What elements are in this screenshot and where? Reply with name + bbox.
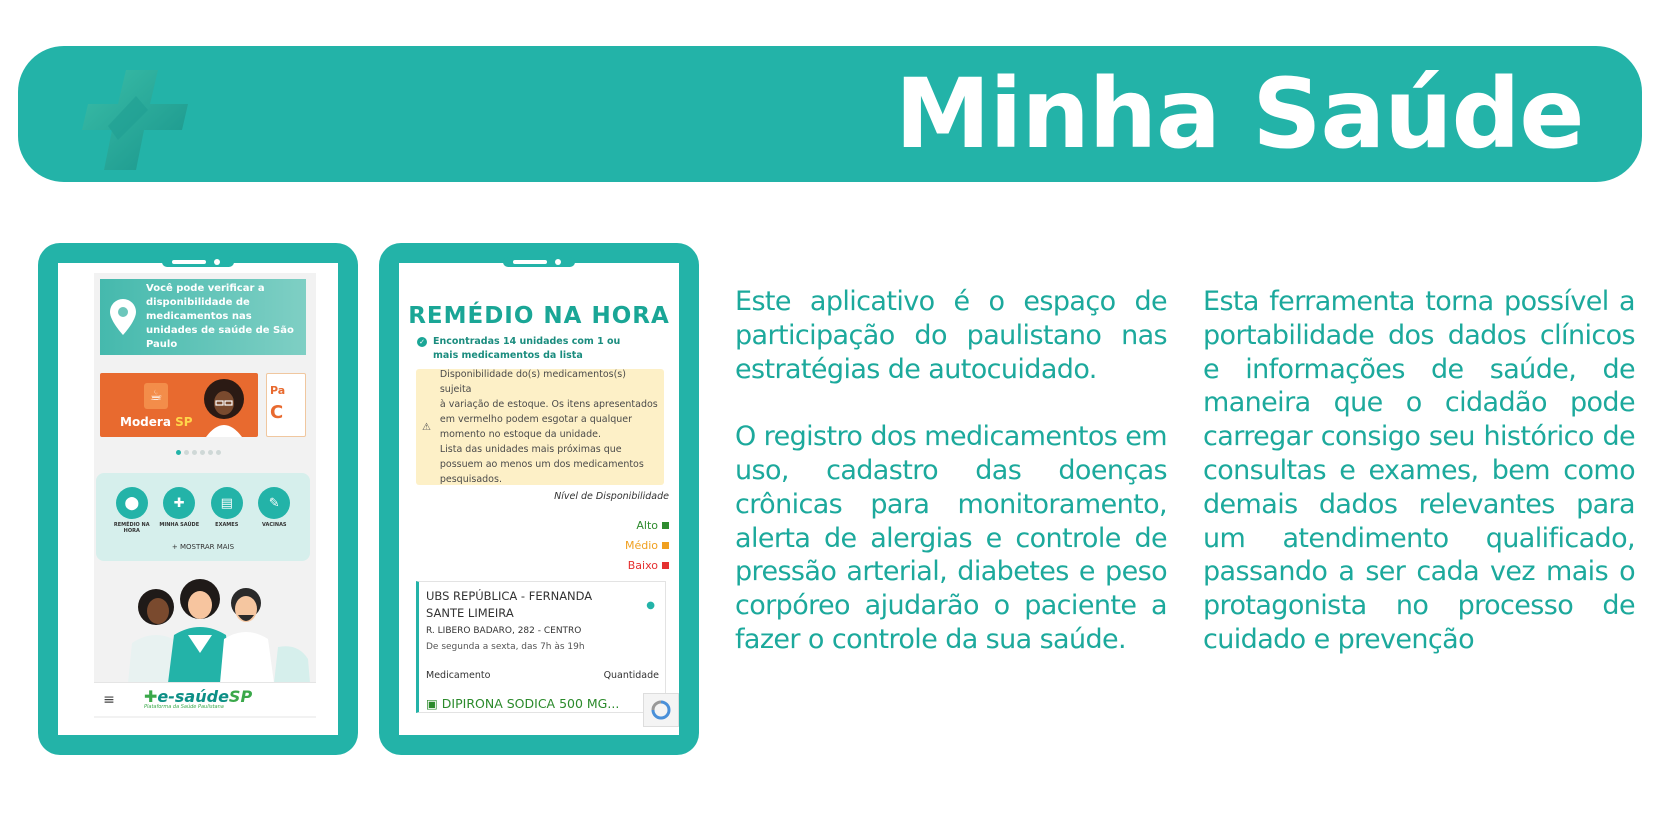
carousel-dot[interactable] [184, 450, 189, 455]
clipboard-icon: ▤ [211, 487, 243, 519]
paragraph-autocuidado: Este aplicativo é o espaço de participação do paulistano nas estratégias de autocuidado. [735, 286, 1167, 385]
unit-hours: De segunda a sexta, das 7h às 19h [426, 642, 585, 652]
carousel-dot[interactable] [192, 450, 197, 455]
shortcuts-card [96, 473, 310, 561]
esaude-logo: ✚e-saúdeSP Plataforma da Saúde Paulistana [144, 686, 253, 710]
found-message: ✓ Encontradas 14 unidades com 1 ou mais medicamentos da lista [417, 335, 647, 363]
cross-logo-icon [78, 66, 198, 176]
phone-notch [162, 257, 234, 267]
carousel-dots[interactable] [58, 450, 338, 455]
phone-mockup-remedio [379, 243, 699, 755]
map-pin-icon[interactable]: ● [646, 600, 655, 611]
carousel-dot[interactable] [208, 450, 213, 455]
carousel-dot[interactable] [176, 450, 181, 455]
legend-title: Nível de Disponibilidade [554, 491, 669, 502]
check-icon: ✓ [417, 337, 427, 347]
modera-sp-banner[interactable] [100, 373, 258, 437]
drug-row: ▣ DIPIRONA SODICA 500 MG... [426, 696, 620, 711]
legend-swatch-medio [662, 542, 669, 549]
banner-brand: Modera [120, 415, 171, 429]
recaptcha-badge-icon[interactable] [643, 693, 679, 727]
pin-icon: ⬤ [116, 487, 148, 519]
warning-icon: ⚠ [422, 421, 431, 433]
app-footer [94, 682, 316, 716]
banner-brand-suffix: SP [175, 415, 193, 429]
paragraph-registro: O registro dos medicamentos em uso, cadastro das doenças crônicas para monitoramento, alerta de alergias e controle de pressão arterial, diabetes e peso corpóreo ajudarão o paciente a fazer o controle da sua saúde. [735, 421, 1167, 655]
legend-swatch-alto [662, 522, 669, 529]
page-title: Minha Saúde [895, 58, 1584, 170]
next-banner-partial[interactable]: Pa C [266, 373, 306, 437]
location-pin-icon [100, 299, 146, 335]
phone-notch [503, 257, 575, 267]
description-column-2 [1203, 285, 1635, 657]
legend-swatch-baixo [662, 562, 669, 569]
phone-screen-remedio [399, 263, 679, 735]
availability-card-text: Você pode verificar a disponibilidade de medicamentos nas unidades de saúde de São Paulo [146, 283, 294, 350]
availability-card[interactable] [100, 279, 306, 355]
remedio-title: REMÉDIO NA HORA [408, 303, 670, 329]
show-more-link[interactable]: + MOSTRAR MAIS [171, 543, 235, 551]
hamburger-icon[interactable]: ≡ [103, 691, 115, 708]
shortcut-minha-saude[interactable]: ✚ MINHA SAÚDE [157, 487, 201, 534]
legend-medio: Médio [625, 539, 669, 552]
unit-name: UBS REPÚBLICA - FERNANDA SANTE LIMEIRA [426, 589, 593, 620]
paragraph-portabilidade: Esta ferramenta torna possível a portabilidade dos dados clínicos e informações de saúde, de maneira que o cidadão pode carregar consigo seu histórico de consultas e exames, bem como demais dados relevantes para um atendimento qualificado, passando a ser cada vez mais o protagonista no processo de cuidado e prevenção [1203, 286, 1635, 655]
cross-icon: ✚ [163, 487, 195, 519]
syringe-icon: ✎ [258, 487, 290, 519]
shortcut-exames[interactable]: ▤ EXAMES [205, 487, 249, 534]
unit-card[interactable] [416, 581, 666, 713]
phone-mockup-home [38, 243, 358, 755]
quantity-header: Quantidade [603, 670, 659, 681]
carousel-dot[interactable] [216, 450, 221, 455]
shortcut-vacinas[interactable]: ✎ VACINAS [252, 487, 296, 534]
pill-icon: ▣ [426, 696, 438, 711]
phone-screen-home [58, 263, 338, 735]
legend-alto: Alto [636, 519, 669, 532]
stock-warning: ⚠ Disponibilidade do(s) medicamentos(s) sujeita à variação de estoque. Os itens apresentados em vermelho podem esgotar a qualquer momento no estoque da unidade. Lista das unidades mais próximas que possuem ao menos um dos medicamentos pesquisados. [416, 369, 664, 485]
medication-header: Medicamento [426, 670, 491, 681]
cross-logo-small-icon: ✚ [144, 686, 158, 706]
woman-illustration-icon [192, 377, 254, 437]
doctors-illustration-icon [98, 573, 312, 683]
unit-address: R. LIBERO BADARO, 282 - CENTRO [426, 626, 582, 636]
carousel-dot[interactable] [200, 450, 205, 455]
cup-icon: ☕ [144, 383, 168, 409]
description-column-1 [735, 285, 1167, 657]
legend-baixo: Baixo [628, 559, 669, 572]
shortcut-remedio-na-hora[interactable]: ⬤ REMÉDIO NA HORA [110, 487, 154, 534]
